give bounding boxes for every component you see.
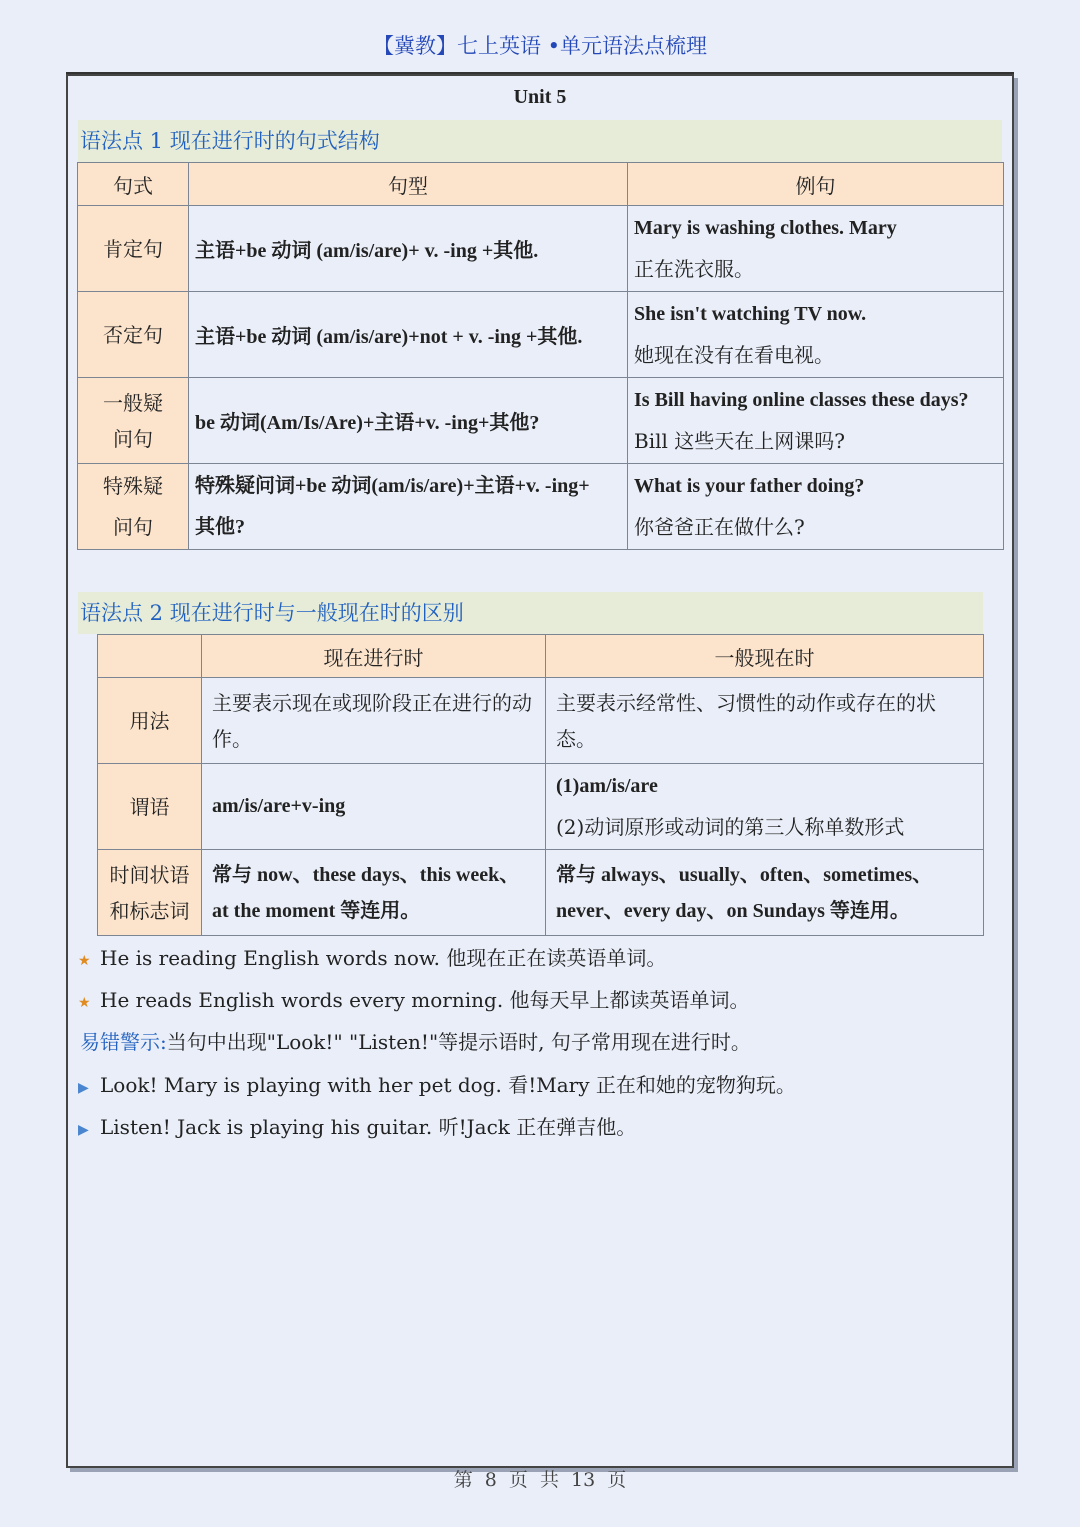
table-row xyxy=(78,292,1004,378)
simple-adverbials-line: 常与 always、usually、often、sometimes、 xyxy=(556,863,933,886)
progressive-adverbials-line: at the moment 等连用。 xyxy=(212,899,421,922)
table-header-row xyxy=(78,163,1004,206)
row-label-line: 时间状语 xyxy=(109,862,190,887)
sentence-type-line: 问句 xyxy=(113,514,153,539)
table-row xyxy=(98,764,984,850)
row-label-line: 和标志词 xyxy=(109,898,190,923)
progressive-adverbials-line: 常与 now、these days、this week、 xyxy=(212,863,520,886)
row-label: 用法 xyxy=(98,678,202,764)
sentence-type-line: 问句 xyxy=(113,426,153,451)
simple-adverbials-line: never、every day、on Sundays 等连用。 xyxy=(556,899,910,922)
grammar-point-2-title: 语法点 2 现在进行时与一般现在时的区别 xyxy=(78,592,983,634)
star-bullet-icon: ★ xyxy=(78,995,91,1011)
table-row xyxy=(78,378,1004,464)
progressive-adverbials xyxy=(202,850,546,936)
sentence-type xyxy=(78,378,189,464)
sentence-type: 肯定句 xyxy=(78,206,189,292)
progressive-predicate: am/is/are+v-ing xyxy=(202,764,546,850)
example-cell xyxy=(628,206,1004,292)
column-header: 句型 xyxy=(189,163,628,206)
sentence-pattern: 主语+be 动词 (am/is/are)+not + v. -ing +其他. xyxy=(189,292,628,378)
sentence-pattern-line: 特殊疑问词+be 动词(am/is/are)+主语+v. -ing+ xyxy=(195,474,590,497)
warning-example xyxy=(78,1112,636,1142)
tense-comparison-table xyxy=(97,634,984,936)
triangle-bullet-icon: ▶ xyxy=(78,1122,89,1138)
sentence-type-line: 特殊疑 xyxy=(103,473,163,498)
row-label xyxy=(98,850,202,936)
example-sentence xyxy=(78,985,750,1015)
simple-usage: 主要表示经常性、习惯性的动作或存在的状态。 xyxy=(546,678,984,764)
warning-note xyxy=(80,1027,751,1057)
example-cell xyxy=(628,464,1004,550)
example-english: What is your father doing? xyxy=(634,474,865,497)
example-chinese: 你爸爸正在做什么? xyxy=(634,514,805,539)
simple-predicate xyxy=(546,764,984,850)
triangle-bullet-icon: ▶ xyxy=(78,1080,89,1096)
simple-predicate-line: (1)am/is/are xyxy=(556,774,658,797)
table-header-row xyxy=(98,635,984,678)
warning-example-text: Listen! Jack is playing his guitar. 听!Jack 正在弹吉他。 xyxy=(100,1115,637,1139)
warning-example-text: Look! Mary is playing with her pet dog. 看!Mary 正在和她的宠物狗玩。 xyxy=(100,1073,796,1097)
example-text: He reads English words every morning. 他每天早上都读英语单词。 xyxy=(100,988,750,1012)
sentence-type-line: 一般疑 xyxy=(103,390,163,415)
simple-predicate-line: (2)动词原形或动词的第三人称单数形式 xyxy=(556,814,905,839)
example-english: Is Bill having online classes these days? xyxy=(634,388,969,411)
example-chinese: Bill 这些天在上网课吗? xyxy=(634,428,845,453)
example-chinese: 她现在没有在看电视。 xyxy=(634,342,834,367)
unit-title: Unit 5 xyxy=(513,86,567,108)
table-row xyxy=(78,464,1004,550)
example-cell xyxy=(628,292,1004,378)
sentence-pattern: 主语+be 动词 (am/is/are)+ v. -ing +其他. xyxy=(189,206,628,292)
sentence-structure-table xyxy=(77,162,1004,550)
example-cell xyxy=(628,378,1004,464)
grammar-point-1-title: 语法点 1 现在进行时的句式结构 xyxy=(78,120,1002,162)
sentence-pattern xyxy=(189,464,628,550)
star-bullet-icon: ★ xyxy=(78,953,91,969)
progressive-usage: 主要表示现在或现阶段正在进行的动作。 xyxy=(202,678,546,764)
column-header: 例句 xyxy=(628,163,1004,206)
table-row xyxy=(98,678,984,764)
sentence-type: 否定句 xyxy=(78,292,189,378)
table-row xyxy=(98,850,984,936)
column-header: 现在进行时 xyxy=(202,635,546,678)
row-label: 谓语 xyxy=(98,764,202,850)
warning-label: 易错警示: xyxy=(80,1030,167,1054)
sentence-type xyxy=(78,464,189,550)
sentence-pattern: be 动词(Am/Is/Are)+主语+v. -ing+其他? xyxy=(189,378,628,464)
sentence-pattern-line: 其他? xyxy=(195,515,245,538)
example-english: Mary is washing clothes. Mary xyxy=(634,216,897,239)
example-chinese: 正在洗衣服。 xyxy=(634,256,754,281)
example-english: She isn't watching TV now. xyxy=(634,302,867,325)
example-text: He is reading English words now. 他现在正在读英语单词。 xyxy=(100,946,667,970)
column-header: 一般现在时 xyxy=(546,635,984,678)
warning-text: 当句中出现"Look!" "Listen!"等提示语时, 句子常用现在进行时。 xyxy=(166,1030,751,1054)
warning-example xyxy=(78,1070,796,1100)
example-sentence xyxy=(78,943,666,973)
page-footer: 第 8 页 共 13 页 xyxy=(453,1469,627,1491)
column-header: 句式 xyxy=(78,163,189,206)
document-header: 【冀教】七上英语 •单元语法点梳理 xyxy=(372,34,708,58)
simple-adverbials xyxy=(546,850,984,936)
column-header xyxy=(98,635,202,678)
table-row xyxy=(78,206,1004,292)
